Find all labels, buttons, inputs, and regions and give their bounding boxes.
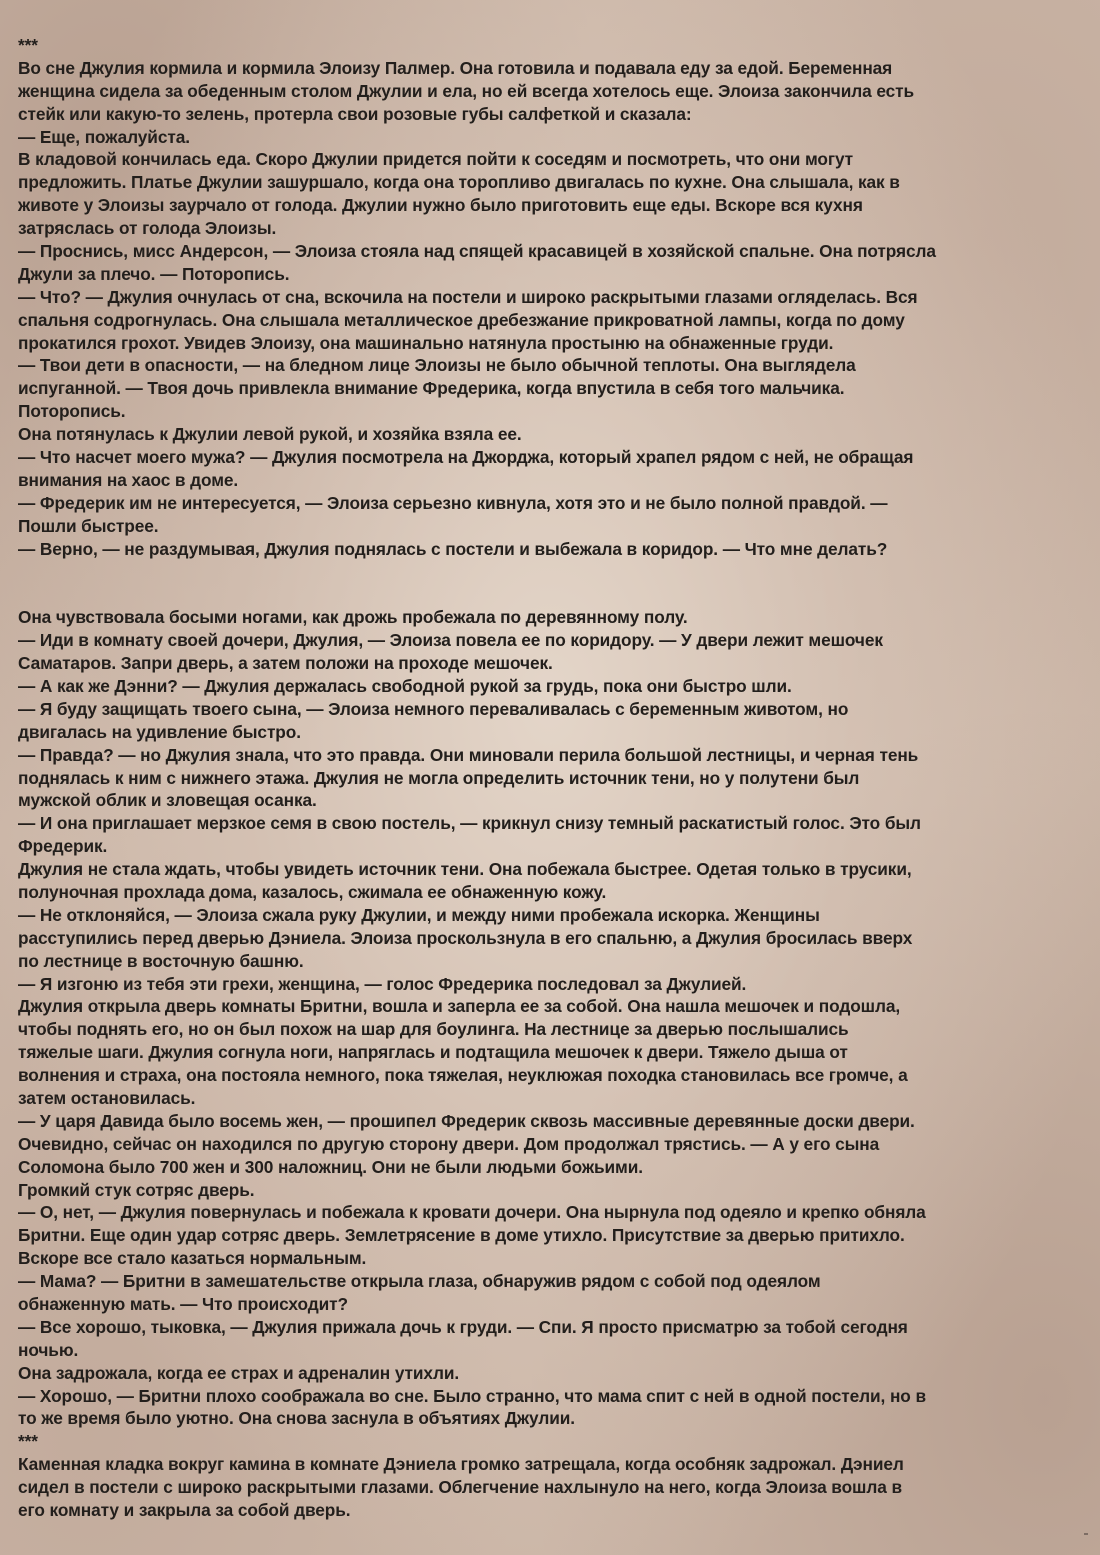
text-line: чтобы поднять его, но он был похож на шар для боулинга. На лестнице за дверью послышались	[18, 1019, 849, 1040]
text-line: ***	[18, 1431, 38, 1452]
text-line: Громкий стук сотряс дверь.	[18, 1179, 255, 1200]
text-line: предложить. Платье Джулии зашуршало, когда она торопливо двигалась по кухне. Она слышала, как в	[18, 172, 900, 193]
text-line: — Иди в комнату своей дочери, Джулия, — Элоиза повела ее по коридору. — У двери лежит мешочек	[18, 630, 883, 651]
text-line: Поторопись.	[18, 401, 126, 422]
text-line: — Я буду защищать твоего сына, — Элоиза немного переваливалась с беременным животом, но	[18, 698, 849, 719]
text-line: — И она приглашает мерзкое семя в свою постель, — крикнул снизу темный раскатистый голос. Это был	[18, 813, 921, 834]
text-line: ***	[18, 35, 38, 55]
text-line: по лестнице в восточную башню.	[18, 950, 304, 971]
story-page	[18, 34, 1084, 1522]
text-line: Джулия открыла дверь комнаты Бритни, вошла и заперла ее за собой. Она нашла мешочек и подошла,	[18, 996, 901, 1017]
text-line: Каменная кладка вокруг камина в комнате Дэниела громко затрещала, когда особняк задрожал. Дэниел	[18, 1454, 904, 1475]
text-line: поднялась к ним с нижнего этажа. Джулия не могла определить источник тени, но у полутени был	[18, 767, 860, 788]
text-line: — Я изгоню из тебя эти грехи, женщина, — голос Фредерика последовал за Джулией.	[18, 973, 747, 994]
text-line: Вскоре все стало казаться нормальным.	[18, 1248, 367, 1269]
text-line: двигалась на удивление быстро.	[18, 721, 301, 742]
text-line: Во сне Джулия кормила и кормила Элоизу Палмер. Она готовила и подавала еду за едой. Беременная	[18, 57, 893, 78]
text-line: испуганной. — Твоя дочь привлекла внимание Фредерика, когда впустила в себя того мальчика.	[18, 378, 845, 399]
text-line: — Что? — Джулия очнулась от сна, вскочила на постели и широко раскрытыми глазами огляделась. Вся	[18, 286, 918, 307]
text-line: Фредерик.	[18, 836, 108, 857]
text-line: Она задрожала, когда ее страх и адреналин утихли.	[18, 1362, 460, 1383]
text-line: затряслась от голода Элоизы.	[18, 218, 277, 239]
text-line: ночью.	[18, 1339, 79, 1360]
text-line: сидел в постели с широко раскрытыми глазами. Облегчение нахлынуло на него, когда Элоиза вошла в	[18, 1477, 902, 1498]
text-line: — О, нет, — Джулия повернулась и побежала к кровати дочери. Она нырнула под одеяло и крепко обняла	[18, 1202, 926, 1223]
text-line: В кладовой кончилась еда. Скоро Джулии придется пойти к соседям и посмотреть, что они могут	[18, 149, 854, 170]
text-line: обнаженную мать. — Что происходит?	[18, 1294, 348, 1314]
text-line: то же время было уютно. Она снова заснула в объятиях Джулии.	[18, 1408, 575, 1429]
text-line: — Проснись, мисс Андерсон, — Элоиза стояла над спящей красавицей в хозяйской спальне. Она потрясла	[18, 241, 936, 262]
text-line: затем остановилась.	[18, 1087, 196, 1108]
text-line: — Все хорошо, тыковка, — Джулия прижала дочь к груди. — Спи. Я просто присматрю за тобой сегодня	[18, 1316, 908, 1337]
text-line: — Твои дети в опасности, — на бледном лице Элоизы не было обычной теплоты. Она выглядела	[18, 355, 856, 376]
text-line: Джулия не стала ждать, чтобы увидеть источник тени. Она побежала быстрее. Одетая только в трусики,	[18, 859, 912, 880]
text-line: — Фредерик им не интересуется, — Элоиза серьезно кивнула, хотя это и не было полной правдой. —	[18, 492, 888, 513]
text-line: Очевидно, сейчас он находился по другую сторону двери. Дом продолжал трястись. — А у его сына	[18, 1133, 880, 1154]
text-line: — Правда? — но Джулия знала, что это правда. Они миновали перила большой лестницы, и черная тень	[18, 744, 919, 765]
text-line: прокатился грохот. Увидев Элоизу, она машинально натянула простыню на обнаженные груди.	[18, 332, 834, 353]
text-line: Бритни. Еще один удар сотряс дверь. Землетрясение в доме утихло. Присутствие за дверью притихло.	[18, 1225, 905, 1246]
text-block-2	[18, 606, 1084, 1522]
text-line: спальня содрогнулась. Она слышала металлическое дребезжание прикроватной лампы, когда по дому	[18, 309, 905, 330]
text-line: Пошли быстрее.	[18, 515, 159, 536]
text-line: женщина сидела за обеденным столом Джулии и ела, но ей всегда хотелось еще. Элоиза закончила есть	[18, 80, 915, 101]
text-line: — Что насчет моего мужа? — Джулия посмотрела на Джорджа, который храпел рядом с ней, не обращая	[18, 447, 914, 468]
text-line: Саматаров. Запри дверь, а затем положи на проходе мешочек.	[18, 653, 553, 674]
text-line: тяжелые шаги. Джулия согнула ноги, напряглась и подтащила мешочек к двери. Тяжело дыша от	[18, 1042, 848, 1063]
text-line: мужской облик и зловещая осанка.	[18, 790, 317, 811]
text-line: Джули за плечо. — Поторопись.	[18, 263, 290, 284]
text-line: стейк или какую-то зелень, протерла свои розовые губы салфеткой и сказала:	[18, 103, 692, 124]
text-line: животе у Элоизы заурчало от голода. Джулии нужно было приготовить еще еды. Вскоре вся кухня	[18, 195, 863, 216]
text-line: волнения и страха, она постояла немного, пока тяжелая, неуклюжая походка становилась все громче, а	[18, 1065, 908, 1086]
section-gap	[18, 560, 1084, 606]
text-line: — Еще, пожалуйста.	[18, 126, 190, 147]
text-line: его комнату и закрыла за собой дверь.	[18, 1500, 351, 1521]
text-line: Она чувствовала босыми ногами, как дрожь пробежала по деревянному полу.	[18, 607, 688, 628]
text-line: — У царя Давида было восемь жен, — прошипел Фредерик сквозь массивные деревянные доски двери.	[18, 1110, 915, 1131]
text-line: внимания на хаос в доме.	[18, 469, 239, 490]
text-line: Соломона было 700 жен и 300 наложниц. Они не были людьми божьими.	[18, 1156, 643, 1177]
text-block-1	[18, 34, 1084, 560]
text-line: расступились перед дверью Дэниела. Элоиза проскользнула в его спальню, а Джулия бросилась вверх	[18, 927, 913, 948]
text-line: — Верно, — не раздумывая, Джулия поднялась с постели и выбежала в коридор. — Что мне делать?	[18, 538, 888, 559]
text-line: Она потянулась к Джулии левой рукой, и хозяйка взяла ее.	[18, 424, 522, 445]
text-line: — А как же Дэнни? — Джулия держалась свободной рукой за грудь, пока они быстро шли.	[18, 675, 792, 696]
text-line: — Хорошо, — Бритни плохо соображала во сне. Было странно, что мама спит с ней в одной постели, но в	[18, 1385, 926, 1406]
page-corner-mark	[1084, 1533, 1088, 1535]
text-line: — Не отклоняйся, — Элоиза сжала руку Джулии, и между ними пробежала искорка. Женщины	[18, 904, 820, 925]
text-line: — Мама? — Бритни в замешательстве открыла глаза, обнаружив рядом с собой под одеялом	[18, 1271, 821, 1292]
text-line: полуночная прохлада дома, казалось, сжимала ее обнаженную кожу.	[18, 881, 607, 902]
